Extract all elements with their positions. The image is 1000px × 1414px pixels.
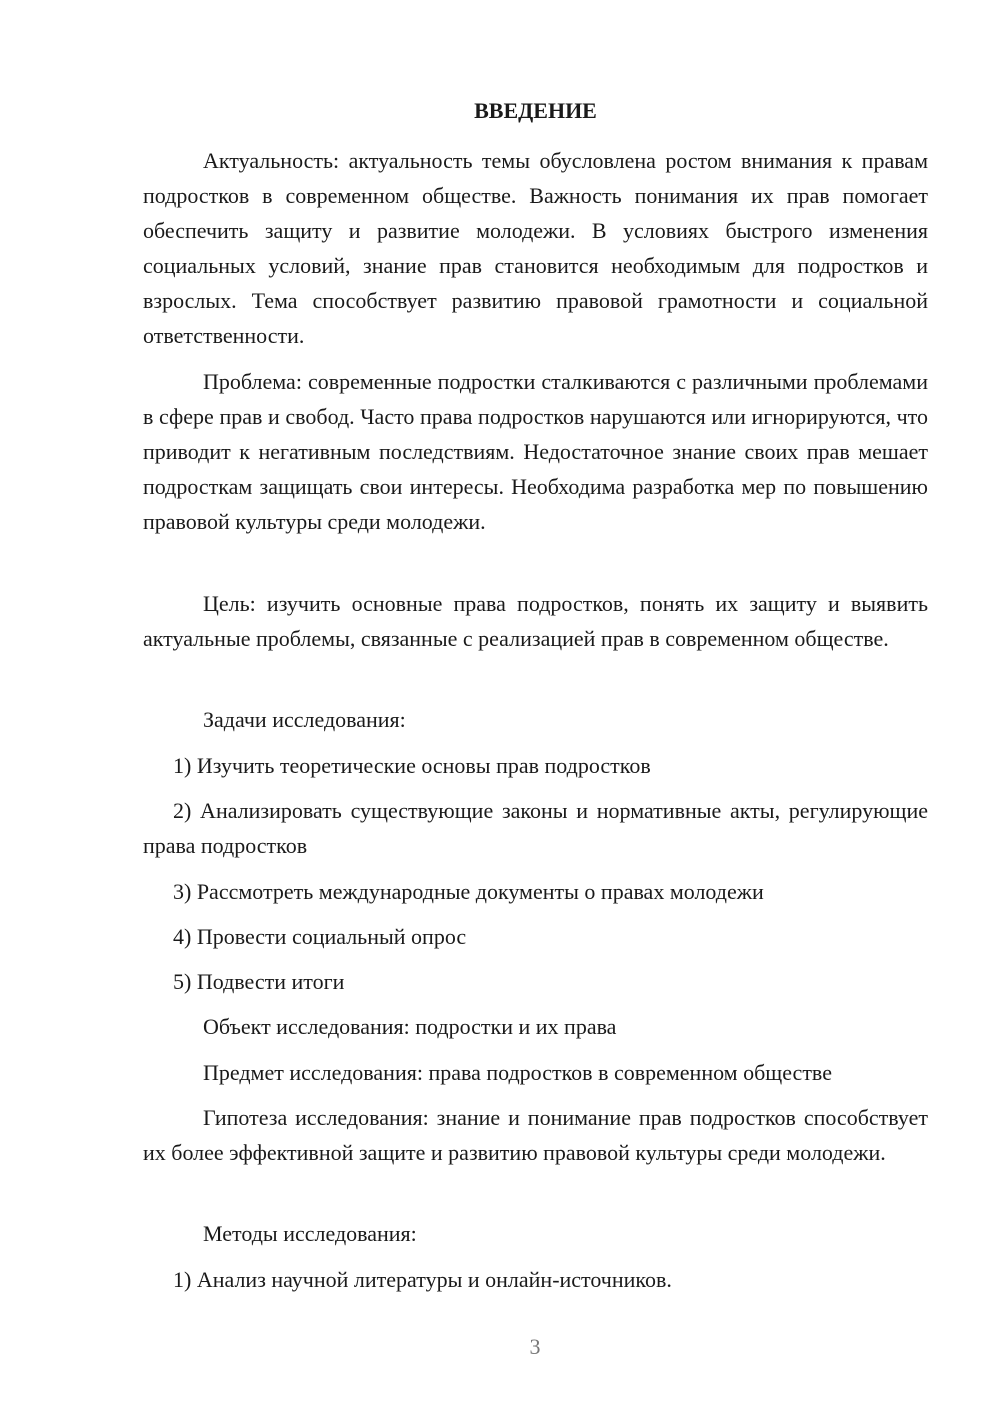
tasks-heading: Задачи исследования: bbox=[203, 707, 406, 732]
problem-paragraph: Проблема: современные подростки сталкиваются с различными проблемами в сфере прав и свобод. Часто права подростков нарушаются или игнорируются, что приводит к негативным последствиям. Недостаточное знание своих прав мешает подросткам защищать свои интересы. Необходима разработка мер по повышению правовой культуры среди молодежи. bbox=[143, 369, 928, 534]
method-item: 1) Анализ научной литературы и онлайн-источников. bbox=[173, 1267, 672, 1292]
task-item: 2) Анализировать существующие законы и нормативные акты, регулирующие права подростков bbox=[143, 798, 928, 858]
page-title: ВВЕДЕНИЕ bbox=[474, 98, 597, 123]
object-paragraph: Объект исследования: подростки и их права bbox=[203, 1014, 617, 1039]
relevance-paragraph: Актуальность: актуальность темы обусловлена ростом внимания к правам подростков в современном обществе. Важность понимания их прав помогает обеспечить защиту и развитие молодежи. В условиях быстрого изменения социальных условий, знание прав становится необходимым для подростков и взрослых. Тема способствует развитию правовой грамотности и социальной ответственности. bbox=[143, 148, 928, 348]
page-number: 3 bbox=[529, 1334, 541, 1359]
hypothesis-paragraph: Гипотеза исследования: знание и понимание прав подростков способствует их более эффективной защите и развитию правовой культуры среди молодежи. bbox=[143, 1105, 928, 1165]
goal-paragraph: Цель: изучить основные права подростков, понять их защиту и выявить актуальные проблемы, связанные с реализацией прав в современном обществе. bbox=[143, 591, 928, 651]
task-item: 4) Провести социальный опрос bbox=[173, 924, 467, 949]
methods-heading: Методы исследования: bbox=[203, 1221, 417, 1246]
task-item: 3) Рассмотреть международные документы о правах молодежи bbox=[173, 879, 764, 904]
subject-paragraph: Предмет исследования: права подростков в современном обществе bbox=[203, 1060, 832, 1085]
task-item: 5) Подвести итоги bbox=[173, 969, 345, 994]
task-item: 1) Изучить теоретические основы прав подростков bbox=[173, 753, 651, 778]
